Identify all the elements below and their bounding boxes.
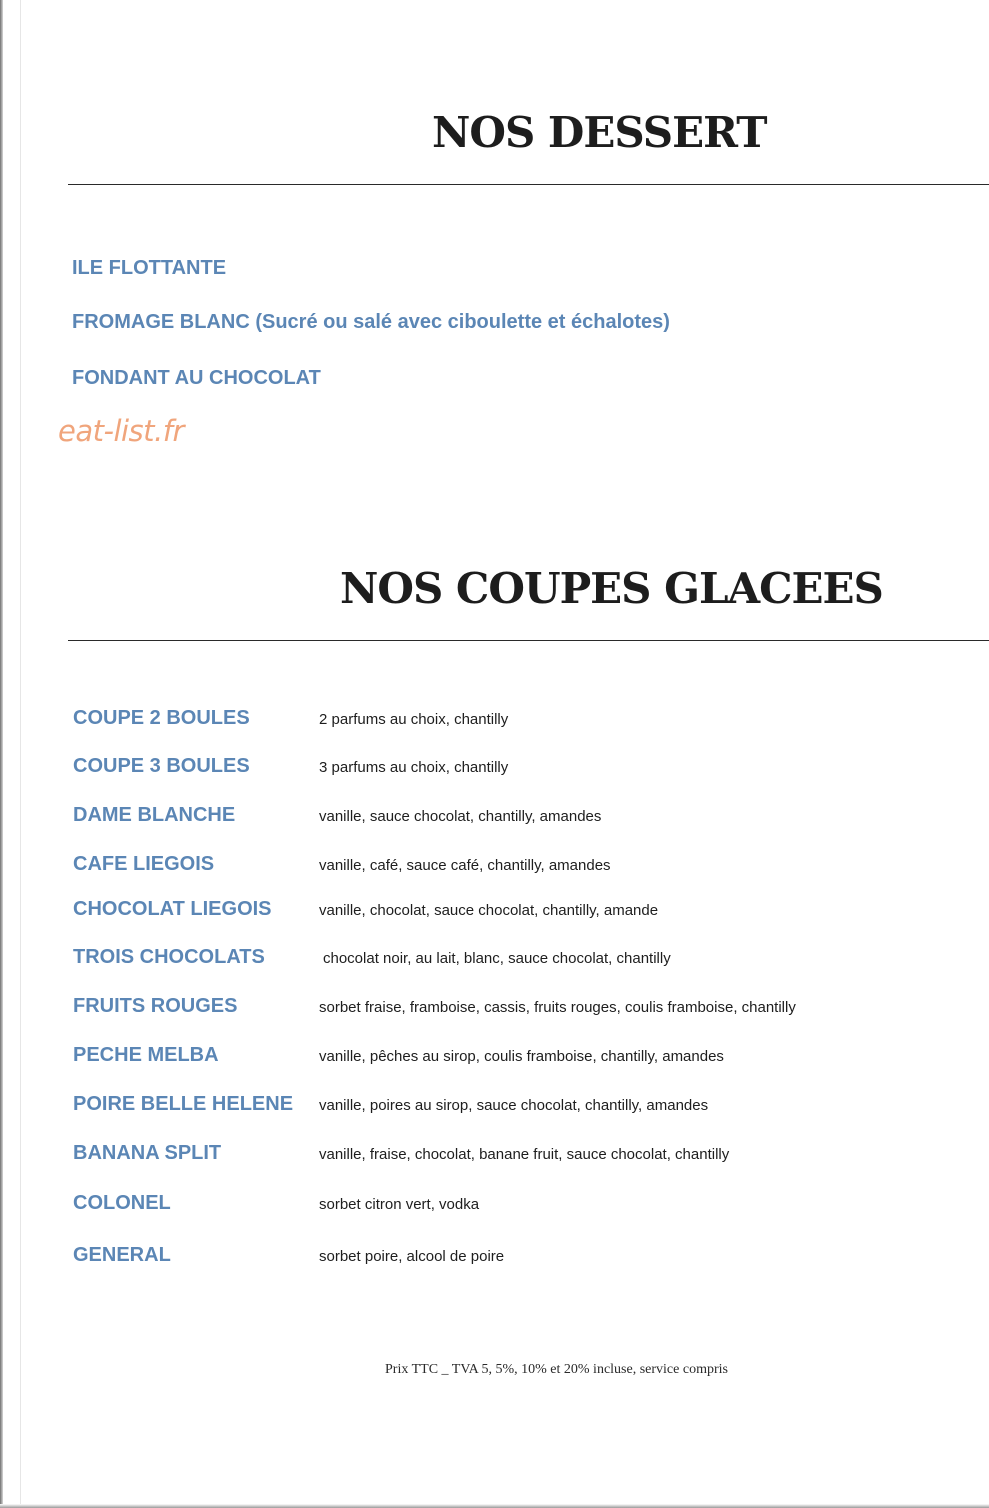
coupe-description: vanille, chocolat, sauce chocolat, chantilly, amande	[319, 902, 659, 919]
desserts-title: NOS DESSERT	[432, 108, 767, 157]
coupe-name: COUPE 3 BOULES	[73, 755, 250, 777]
coupe-name: POIRE BELLE HELENE	[73, 1093, 294, 1115]
coupe-row	[0, 707, 989, 737]
page-edge-shadow	[0, 0, 3, 1508]
desserts-divider	[68, 184, 989, 185]
dessert-item-ile-flottante: ILE FLOTTANTE	[72, 257, 227, 279]
coupe-row	[0, 804, 989, 834]
coupe-row	[0, 995, 989, 1025]
coupe-name: COUPE 2 BOULES	[73, 707, 250, 729]
coupe-description: sorbet poire, alcool de poire	[319, 1248, 505, 1265]
coupe-description: 3 parfums au choix, chantilly	[319, 759, 509, 776]
coupe-description: chocolat noir, au lait, blanc, sauce chocolat, chantilly	[323, 950, 671, 967]
price-note: Prix TTC _ TVA 5, 5%, 10% et 20% incluse, service compris	[385, 1362, 728, 1377]
coupe-name: CHOCOLAT LIEGOIS	[73, 898, 272, 920]
coupe-row	[0, 946, 989, 976]
coupe-description: sorbet fraise, framboise, cassis, fruits rouges, coulis framboise, chantilly	[319, 999, 796, 1016]
coupe-row	[0, 1192, 989, 1222]
coupe-row	[0, 898, 989, 928]
watermark-logo: eat-list.fr	[58, 414, 184, 448]
dessert-item-fromage-blanc: FROMAGE BLANC (Sucré ou salé avec ciboulette et échalotes)	[72, 311, 670, 333]
coupe-name: FRUITS ROUGES	[73, 995, 238, 1017]
page-edge-line	[20, 0, 21, 1508]
coupe-row	[0, 1142, 989, 1172]
coupe-description: vanille, pêches au sirop, coulis framboise, chantilly, amandes	[319, 1048, 724, 1065]
coupes-title: NOS COUPES GLACEES	[340, 564, 883, 613]
coupe-name: TROIS CHOCOLATS	[73, 946, 265, 968]
coupe-name: PECHE MELBA	[73, 1044, 219, 1066]
coupe-description: sorbet citron vert, vodka	[319, 1196, 480, 1213]
dessert-item-fondant-chocolat: FONDANT AU CHOCOLAT	[72, 367, 321, 389]
coupe-name: GENERAL	[73, 1244, 171, 1266]
coupe-name: DAME BLANCHE	[73, 804, 236, 826]
coupe-row	[0, 1044, 989, 1074]
page-bottom-shadow	[0, 1504, 989, 1508]
coupe-description: vanille, fraise, chocolat, banane fruit, sauce chocolat, chantilly	[319, 1146, 730, 1163]
coupe-row	[0, 853, 989, 883]
coupe-name: BANANA SPLIT	[73, 1142, 222, 1164]
coupes-divider	[68, 640, 989, 641]
coupe-row	[0, 1244, 989, 1274]
coupe-description: vanille, poires au sirop, sauce chocolat, chantilly, amandes	[319, 1097, 709, 1114]
coupe-name: CAFE LIEGOIS	[73, 853, 215, 875]
coupe-row	[0, 1093, 989, 1123]
coupe-name: COLONEL	[73, 1192, 171, 1214]
coupe-description: vanille, sauce chocolat, chantilly, amandes	[319, 808, 602, 825]
coupe-row	[0, 755, 989, 785]
coupe-description: 2 parfums au choix, chantilly	[319, 711, 509, 728]
coupe-description: vanille, café, sauce café, chantilly, amandes	[319, 857, 611, 874]
